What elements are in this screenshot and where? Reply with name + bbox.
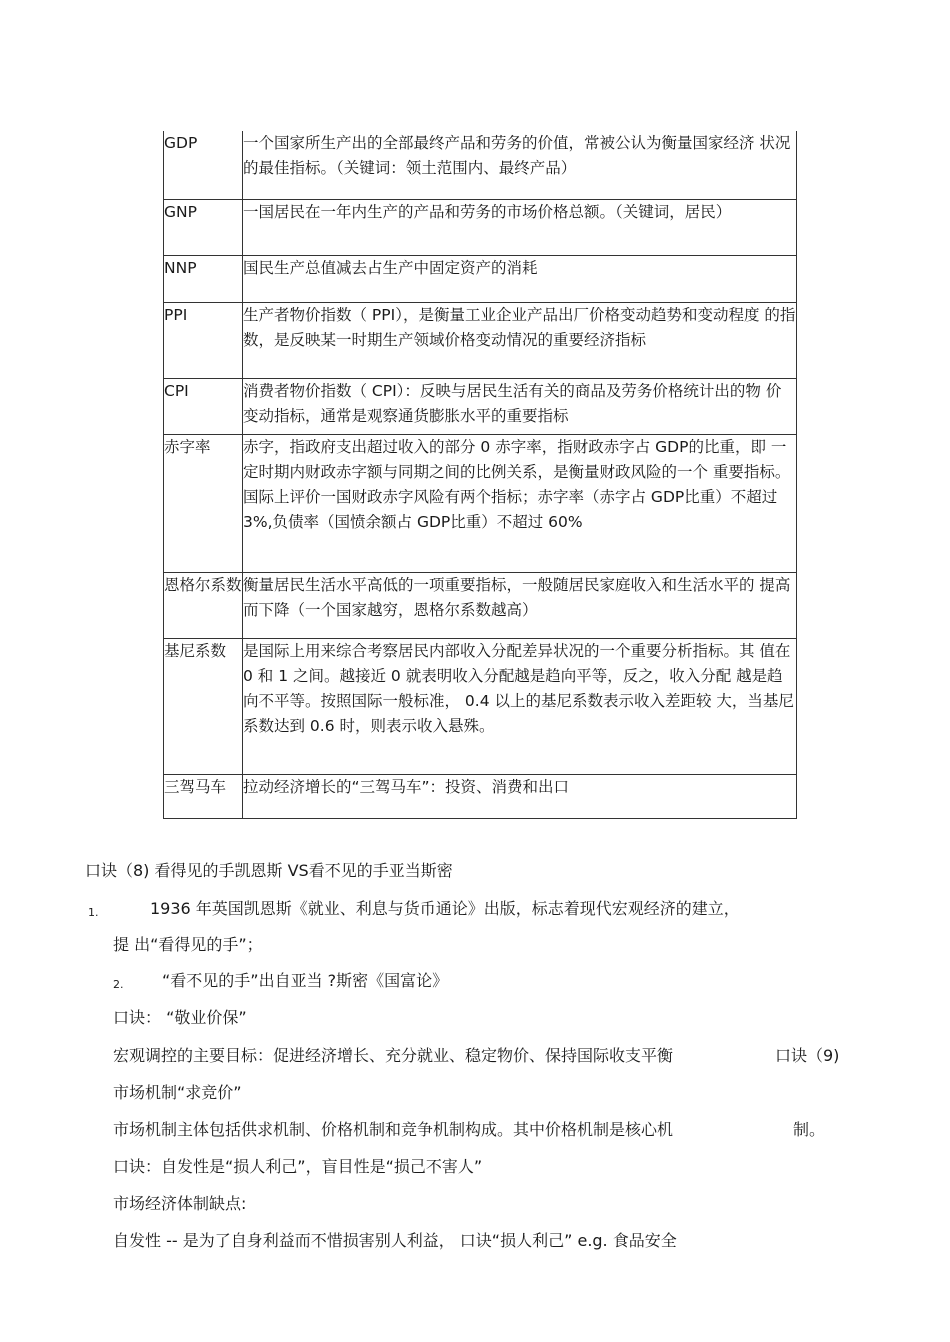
term-cell: [164, 572, 243, 638]
list-number-1: 1.: [88, 906, 99, 919]
definition-troika: 拉动经济增长的“三驾马车”：投资、消费和出口: [243, 777, 570, 796]
market-mechanism-heading: 市场机制“求竞价”: [113, 1083, 242, 1102]
definition-gnp: 一国居民在一年内生产的产品和劳务的市场价格总额。（关键词，居民）: [243, 202, 732, 221]
mnemonic-jingye: 口诀： “敬业价保”: [113, 1008, 247, 1027]
table-row: [164, 638, 797, 774]
term-cell: [164, 774, 243, 818]
table-row: [164, 199, 797, 255]
table-row: [164, 774, 797, 818]
list-item-1-line-a: 1936 年英国凯恩斯《就业、利息与货币通论》出版，标志着现代宏观经济的建立，: [150, 899, 740, 918]
term-cell: [164, 378, 243, 434]
table-row: [164, 131, 797, 199]
definition-gdp: 一个国家所生产出的全部最终产品和劳务的价值，常被公认为衡量国家经济 状况的最佳指标。（关键词：领土范围内、最终产品）: [243, 134, 791, 177]
term-nnp: NNP: [164, 258, 197, 277]
definition-cell: [243, 199, 797, 255]
definition-cell: [243, 572, 797, 638]
definition-ppi: 生产者物价指数（ PPI），是衡量工业企业产品出厂价格变动趋势和变动程度 的指数，是反映某一时期生产领域价格变动情况的重要经济指标: [243, 305, 796, 349]
list-item-1-line-b: 提 出“看得见的手”；: [113, 935, 263, 954]
table-row: [164, 378, 797, 434]
term-cpi: CPI: [164, 381, 189, 400]
term-cell: [164, 255, 243, 302]
macro-control-goals: 宏观调控的主要目标：促进经济增长、充分就业、稳定物价、保持国际收支平衡: [113, 1046, 674, 1065]
term-gini: 基尼系数: [164, 641, 227, 660]
market-mechanism-body-end: 制。: [793, 1120, 826, 1139]
definition-cell: [243, 638, 797, 774]
market-mechanism-body: 市场机制主体包括供求机制、价格机制和竞争机制构成。其中价格机制是核心机: [113, 1120, 674, 1139]
term-cell: [164, 638, 243, 774]
term-cell: [164, 199, 243, 255]
definition-nnp: 国民生产总值减去占生产中固定资产的消耗: [243, 258, 538, 277]
table-row: [164, 302, 797, 378]
definition-cell: [243, 434, 797, 572]
list-item-2: “看不见的手”出自亚当 ?斯密《国富论》: [162, 971, 449, 990]
term-ppi: PPI: [164, 305, 188, 324]
definition-gini: 是国际上用来综合考察居民内部收入分配差异状况的一个重要分析指标。其 值在 0 和 1 之间。越接近 0 就表明收入分配越是趋向平等，反之，收入分配 越是趋向不平等。按照国际一般标准， 0.4 以上的基尼系数表示收入差距较 大，当基尼系数达到 0.6 时，则表示收入悬殊。: [243, 641, 794, 735]
term-deficit-rate: 赤字率: [164, 437, 211, 456]
market-economy-defects-heading: 市场经济体制缺点:: [113, 1194, 247, 1213]
definition-deficit-rate: 赤字，指政府支出超过收入的部分 0 赤字率，指财政赤字占 GDP的比重，即 一定时期内财政赤字额与同期之间的比例关系，是衡量财政风险的一个 重要指标。国际上评价一国财政赤字风险有两个指标；赤字率（赤字占 GDP比重）不超过 3%,负债率（国愤余额占 GDP比重）不超过 60%: [243, 437, 791, 531]
definition-cell: [243, 774, 797, 818]
definition-cell: [243, 378, 797, 434]
definition-cpi: 消费者物价指数（ CPI）：反映与居民生活有关的商品及劳务价格统计出的物 价变动指标，通常是观察通货膨胀水平的重要指标: [243, 381, 782, 425]
table-row: [164, 434, 797, 572]
economic-terms-table: [163, 131, 797, 819]
definition-cell: [243, 131, 797, 199]
definition-engel: 衡量居民生活水平高低的一项重要指标，一般随居民家庭收入和生活水平的 提高而下降（一个国家越穷，恩格尔系数越高）: [243, 575, 791, 619]
term-gnp: GNP: [164, 202, 197, 221]
term-cell: [164, 131, 243, 199]
table-row: [164, 255, 797, 302]
term-cell: [164, 434, 243, 572]
term-engel: 恩格尔系数: [164, 575, 242, 594]
list-number-2: 2.: [113, 978, 124, 991]
table-row: [164, 572, 797, 638]
spontaneity-definition: 自发性 -- 是为了自身利益而不惜损害别人利益， 口诀“损人利己” e.g. 食品安全: [113, 1231, 677, 1250]
mnemonic-9-label: 口诀（9): [775, 1046, 840, 1065]
mnemonic-spontaneity: 口诀：自发性是“损人利己”，盲目性是“损己不害人”: [113, 1157, 483, 1176]
definition-cell: [243, 302, 797, 378]
term-cell: [164, 302, 243, 378]
term-gdp: GDP: [164, 134, 198, 152]
term-troika: 三驾马车: [164, 777, 227, 796]
definition-cell: [243, 255, 797, 302]
mnemonic-8-heading: 口诀（8) 看得见的手凯恩斯 VS看不见的手亚当斯密: [85, 861, 453, 880]
